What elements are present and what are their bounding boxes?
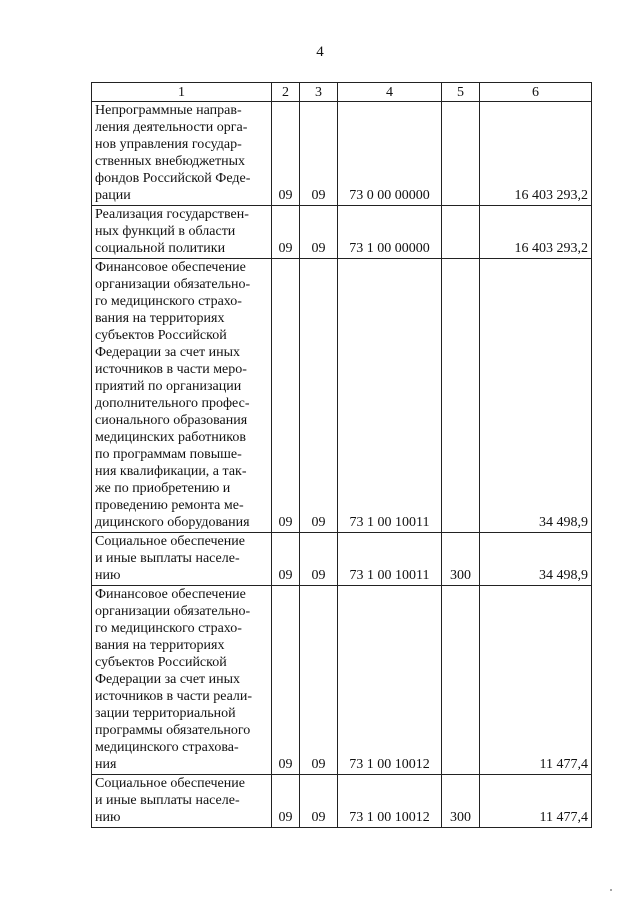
amount: 11 477,4 <box>480 586 592 775</box>
description-line: ния квалификации, а так- <box>95 464 247 479</box>
description-line: Финансовое обеспечение <box>95 260 246 275</box>
expense-type-code <box>442 206 480 259</box>
table-row <box>92 206 592 259</box>
section-code: 09 <box>272 775 300 828</box>
description-line: программы обязательного <box>95 723 251 738</box>
target-article-code: 73 1 00 10011 <box>338 533 442 586</box>
description-line: ственных внебюджетных <box>95 154 245 169</box>
subsection-code: 09 <box>300 259 338 533</box>
section-code: 09 <box>272 206 300 259</box>
header-col-3: 3 <box>300 83 338 102</box>
description-line: дополнительного профес- <box>95 396 250 411</box>
description-line: фондов Российской Феде- <box>95 171 251 186</box>
description-line: социальной политики <box>95 241 226 256</box>
subsection-code: 09 <box>300 775 338 828</box>
table-row <box>92 102 592 206</box>
header-row <box>92 83 592 102</box>
description-line: проведению ремонта ме- <box>95 498 244 513</box>
description-line: нию <box>95 810 121 825</box>
target-article-code: 73 0 00 00000 <box>338 102 442 206</box>
amount: 16 403 293,2 <box>480 206 592 259</box>
row-description <box>92 775 272 828</box>
description-line: го медицинского страхо- <box>95 621 242 636</box>
description-line: по программам повыше- <box>95 447 242 462</box>
description-line: сионального образования <box>95 413 248 428</box>
description-line: приятий по организации <box>95 379 242 394</box>
description-line: организации обязательно- <box>95 277 251 292</box>
subsection-code: 09 <box>300 102 338 206</box>
description-line: и иные выплаты населе- <box>95 551 240 566</box>
expense-type-code: 300 <box>442 775 480 828</box>
table-row <box>92 586 592 775</box>
description-line: Социальное обеспечение <box>95 776 245 791</box>
description-line: Федерации за счет иных <box>95 345 241 360</box>
row-description <box>92 533 272 586</box>
description-line: вания на территориях <box>95 638 225 653</box>
description-line: нию <box>95 568 121 583</box>
description-line: медицинского страхова- <box>95 740 239 755</box>
description-line: и иные выплаты населе- <box>95 793 240 808</box>
description-line: рации <box>95 188 131 203</box>
amount: 11 477,4 <box>480 775 592 828</box>
description-line: ных функций в области <box>95 224 236 239</box>
description-line: Социальное обеспечение <box>95 534 245 549</box>
budget-table <box>91 82 592 828</box>
table-row <box>92 775 592 828</box>
table-body <box>92 102 592 828</box>
amount: 34 498,9 <box>480 259 592 533</box>
target-article-code: 73 1 00 10012 <box>338 586 442 775</box>
description-line: Реализация государствен- <box>95 207 249 222</box>
row-description <box>92 259 272 533</box>
expense-type-code <box>442 586 480 775</box>
description-line: субъектов Российской <box>95 655 227 670</box>
description-line: ления деятельности орга- <box>95 120 248 135</box>
description-line: Федерации за счет иных <box>95 672 241 687</box>
table-row <box>92 533 592 586</box>
amount: 16 403 293,2 <box>480 102 592 206</box>
description-line: ния <box>95 757 117 772</box>
header-col-2: 2 <box>272 83 300 102</box>
description-line: субъектов Российской <box>95 328 227 343</box>
subsection-code: 09 <box>300 586 338 775</box>
subsection-code: 09 <box>300 533 338 586</box>
target-article-code: 73 1 00 00000 <box>338 206 442 259</box>
row-description <box>92 586 272 775</box>
description-line: же по приобретению и <box>95 481 231 496</box>
description-line: источников в части меро- <box>95 362 247 377</box>
header-col-6: 6 <box>480 83 592 102</box>
row-description <box>92 102 272 206</box>
subsection-code: 09 <box>300 206 338 259</box>
header-col-1: 1 <box>92 83 272 102</box>
row-description <box>92 206 272 259</box>
description-line: вания на территориях <box>95 311 225 326</box>
expense-type-code: 300 <box>442 533 480 586</box>
header-col-4: 4 <box>338 83 442 102</box>
table-row <box>92 259 592 533</box>
scan-speck <box>610 889 612 891</box>
expense-type-code <box>442 102 480 206</box>
section-code: 09 <box>272 533 300 586</box>
section-code: 09 <box>272 259 300 533</box>
header-col-5: 5 <box>442 83 480 102</box>
description-line: медицинских работников <box>95 430 246 445</box>
target-article-code: 73 1 00 10011 <box>338 259 442 533</box>
description-line: организации обязательно- <box>95 604 251 619</box>
page-number: 4 <box>316 44 324 60</box>
description-line: нов управления государ- <box>95 137 242 152</box>
table-header <box>92 83 592 102</box>
description-line: Финансовое обеспечение <box>95 587 246 602</box>
section-code: 09 <box>272 102 300 206</box>
section-code: 09 <box>272 586 300 775</box>
description-line: дицинского оборудования <box>95 515 250 530</box>
amount: 34 498,9 <box>480 533 592 586</box>
description-line: источников в части реали- <box>95 689 253 704</box>
target-article-code: 73 1 00 10012 <box>338 775 442 828</box>
description-line: го медицинского страхо- <box>95 294 242 309</box>
expense-type-code <box>442 259 480 533</box>
description-line: зации территориальной <box>95 706 236 721</box>
description-line: Непрограммные направ- <box>95 103 242 118</box>
